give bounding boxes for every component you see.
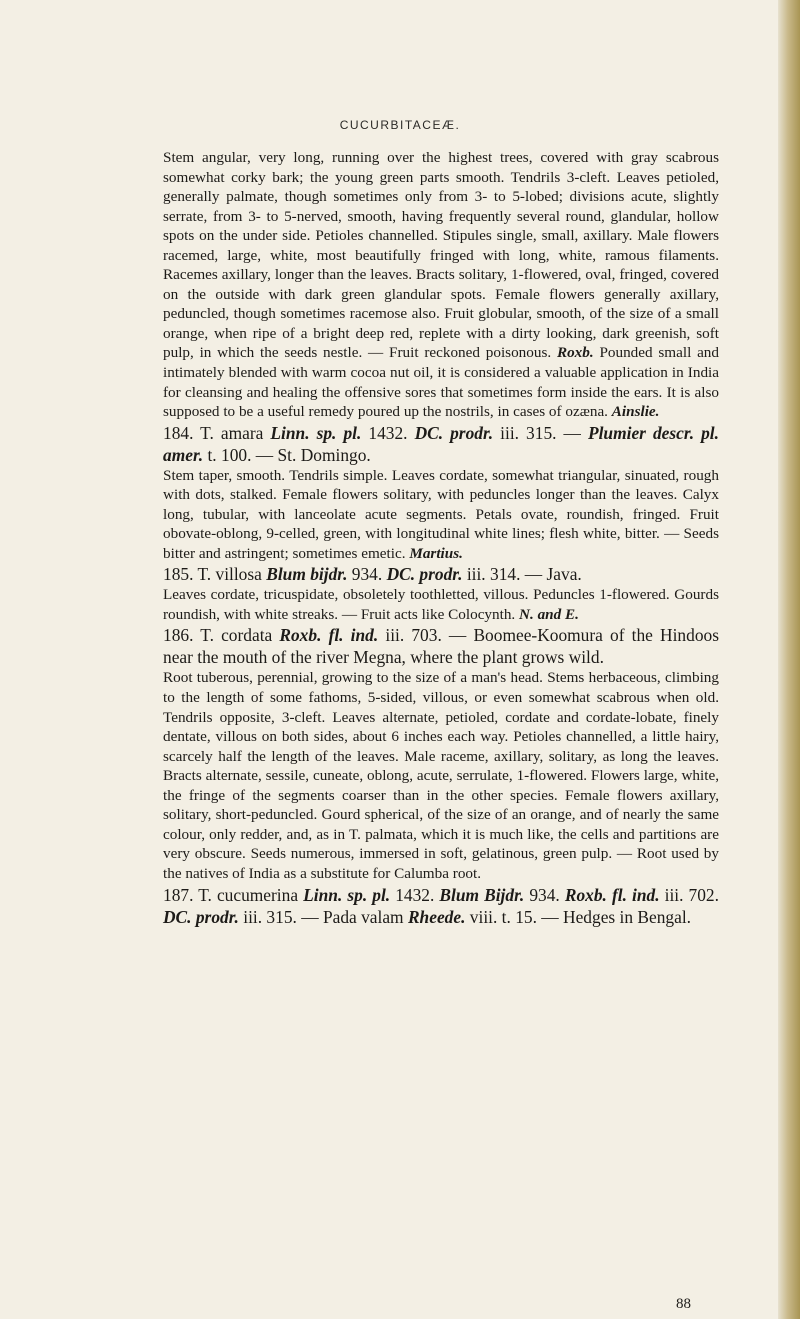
- entry-185-description: Leaves cordate, tricuspidate, obsoletely toothletted, villous. Peduncles 1-flowered. Gourds roundish, with white streaks. — Fruit acts like Colocynth. N. and E.: [163, 586, 719, 623]
- paragraph-description: Stem angular, very long, running over the highest trees, covered with gray scabrous somewhat corky bark; the young green parts smooth. Tendrils 3-cleft. Leaves petioled, generally palmate, though sometimes only from 3- to 5-lobed; divisions acute, slightly serrate, from 3- to 5-nerved, smooth, having frequently several round, glandular, hollow spots on the under side. Petioles channelled. Stipules single, small, axillary. Male flowers racemed, large, white, most beautifully fringed with long, white, ramous filaments. Racemes axillary, longer than the leaves. Bracts solitary, 1-flowered, oval, fringed, covered on the outside with dark green glandular spots. Female flowers generally axillary, peduncled, though sometimes racemose also. Fruit globular, smooth, of the size of a small orange, when ripe of a bright deep red, replete with a dirty looking, dark greenish, soft pulp, in which the seeds nestle. — Fruit reckoned poisonous. Roxb. Pounded small and intimately blended with warm cocoa nut oil, it is considered a valuable application in India for cleansing and healing the offensive sores that sometimes form inside the ears. It is also supposed to be a useful remedy poured up the nostrils, in cases of ozæna. Ainslie.: [163, 149, 719, 421]
- entry-184-heading: 184. T. amara Linn. sp. pl. 1432. DC. prodr. iii. 315. — Plumier descr. pl. amer. t. 100. — St. Domingo.: [163, 422, 719, 465]
- entry-186-heading: 186. T. cordata Roxb. fl. ind. iii. 703. — Boomee-Koomura of the Hindoos near the mouth of the river Megna, where the plant grows wild.: [163, 625, 719, 668]
- running-header: CUCURBITACEÆ.: [339, 118, 461, 132]
- entry-187-heading: 187. T. cucumerina Linn. sp. pl. 1432. Blum Bijdr. 934. Roxb. fl. ind. iii. 702. DC. prodr. iii. 315. — Pada valam Rheede. viii. t. 15. — Hedges in Bengal.: [163, 884, 719, 927]
- entry-185-heading: 185. T. villosa Blum bijdr. 934. DC. prodr. iii. 314. — Java.: [163, 564, 582, 585]
- entry-184-description: Stem taper, smooth. Tendrils simple. Leaves cordate, somewhat triangular, sinuated, rough with dots, stalked. Female flowers solitary, with peduncles longer than the leaves. Calyx long, tubular, with lanceolate acute segments. Petals ovate, roundish, fringed. Fruit obovate-oblong, 9-celled, green, with longitudinal white lines; flesh white, bitter. — Seeds bitter and astringent; sometimes emetic. Martius.: [163, 466, 719, 562]
- entry-186-description: Root tuberous, perennial, growing to the size of a man's head. Stems herbaceous, climbing to the length of some fathoms, 5-sided, villous, or even somewhat scabrous when old. Tendrils opposite, 3-cleft. Leaves alternate, petioled, cordate and cordate-lobate, finely dentate, villous on both sides, about 6 inches each way. Petioles channelled, a little hairy, scarcely half the length of the leaves. Male raceme, axillary, solitary, as long the leaves. Bracts alternate, sessile, cuneate, oblong, acute, serrulate, 1-flowered. Flowers large, white, the fringe of the segments coarser than in the other species. Female flowers axillary, solitary, short-peduncled. Gourd spherical, of the size of an orange, and of nearly the same colour, only redder, and, as in T. palmata, which it is much like, the cells and partitions are very obscure. Seeds numerous, immersed in soft, gelatinous, green pulp. — Root used by the natives of India as a substitute for Calumba root.: [163, 669, 719, 882]
- page-edge: [778, 0, 800, 1319]
- page-body: [163, 148, 719, 928]
- page-number: 88: [676, 1296, 691, 1312]
